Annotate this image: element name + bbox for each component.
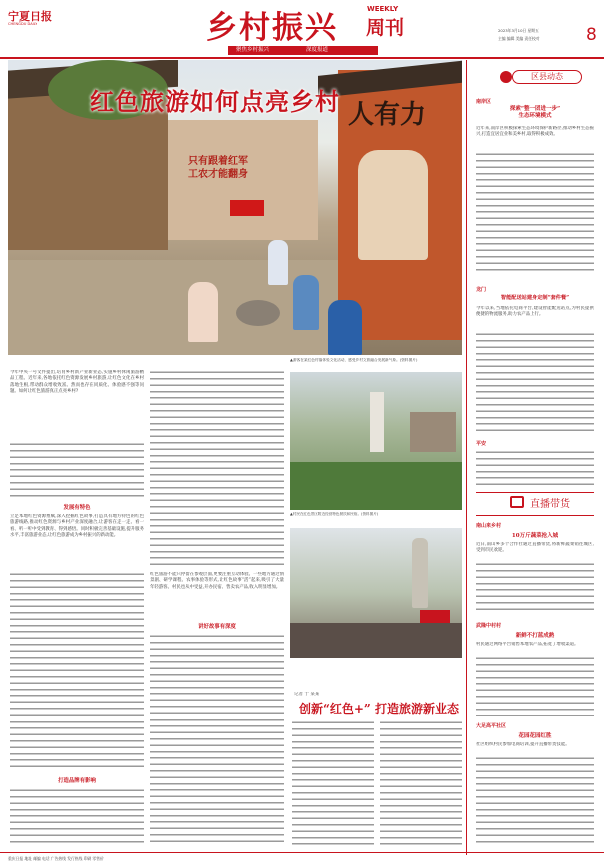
col2-body-a — [150, 370, 284, 570]
statue — [412, 538, 428, 608]
tab-1: 聚焦乡村振兴 — [236, 47, 270, 53]
monument — [370, 392, 384, 452]
live-text-1: 近日,南山乡多个合作社通过直播带货,将新鲜蔬菜销往城区,受到市民欢迎。 — [476, 542, 594, 554]
live-title-1: 10万斤蔬菜抢入城 — [511, 533, 559, 539]
sidebar-body-2 — [476, 332, 594, 432]
lower-body-1 — [292, 720, 374, 846]
col1-subhead-3: 打造品牌有影响 — [58, 778, 96, 784]
live-body-2 — [476, 656, 594, 716]
red-banner — [420, 610, 450, 624]
weekly-label: WEEKLY — [367, 5, 399, 13]
photo-monument-caption: ▲村民在红色景区附近经营特色餐饮和民宿。(资料图片) — [290, 512, 379, 516]
col2-subhead-2: 讲好故事有深度 — [198, 624, 236, 630]
sidebar-place-2: 龙门 — [476, 287, 487, 293]
mural-text: 人有力 — [348, 100, 427, 130]
pavilion — [410, 412, 456, 452]
col1-subhead-1: 发展有特色 — [63, 505, 91, 511]
sidebar-body-3 — [476, 450, 594, 486]
millstone — [236, 300, 280, 326]
newspaper-logo: 宁夏日报 — [8, 10, 52, 23]
footer-rule — [0, 852, 604, 853]
visitor-4 — [268, 240, 288, 285]
live-place-3: 大足高平社区 — [476, 723, 507, 729]
photo-caption: ▲游客在某红色村落体验文化活动，感受乡村文旅融合发展新气象。(资料图片) — [290, 358, 418, 362]
visitor-1 — [188, 282, 218, 342]
col1-body-a — [10, 442, 144, 498]
page-title: 乡村振兴 — [206, 10, 338, 46]
main-headline: 红色旅游如何点亮乡村 — [90, 87, 340, 116]
visitor-2 — [293, 275, 319, 330]
page-number: 8 — [586, 25, 597, 45]
col2-text: 红色旅游不能只停留在参观层面,更要注重互动体验。一些地方通过情景剧、研学课程、农事体验等形式,让红色故事“活”起来,吸引了大量年轻游客。村民也从中受益,开办民宿、售卖农产品,收入明显增加。 — [150, 572, 284, 590]
live-title-2: 新鲜不打蓝成熟 — [515, 633, 555, 639]
live-place-2: 武隆中村村 — [476, 623, 502, 629]
live-text-3: 社区组织村民参加电商培训,提升直播带货技能。 — [476, 742, 570, 747]
wall-slogan: 只有跟着红军 工农才能翻身 — [188, 156, 248, 180]
sidebar-title-1: 探索“整一团进一步” 生态环境模式 — [509, 106, 561, 119]
live-title-3: 花园花园红胜 — [518, 733, 552, 739]
col2-body-b — [150, 634, 284, 844]
crowd — [290, 623, 462, 658]
col1-text: 立足本地红色资源禀赋,深入挖掘红色故事,打造具有地方特色的红色旅游线路,推动红色资源与乡村产业深度融合,让游客在走一走、看一看、听一听中受到教育、得到感悟。同时积极完善基础设施,提升服务水平,丰富旅游业态,让红色旅游成为乡村振兴的新动能。 — [10, 514, 144, 539]
photo-statue — [290, 528, 462, 658]
mural-figure — [358, 150, 428, 260]
masthead-rule — [0, 57, 604, 59]
live-label: 直播带货 — [530, 499, 570, 510]
location-pin-icon — [500, 71, 512, 83]
photo-monument — [290, 372, 462, 510]
red-flag — [230, 200, 264, 216]
lower-body-2 — [380, 720, 462, 846]
tab-2: 深度报道 — [306, 47, 329, 53]
editor-credits: 主编 编辑 美编 责任校对 — [498, 36, 540, 41]
newspaper-logo-en: CHENGDU DAILY — [8, 22, 38, 26]
live-body-3 — [476, 756, 594, 846]
live-text-2: 村民通过网络平台销售本地农产品,拓宽了增收渠道。 — [476, 642, 579, 647]
lawn — [290, 462, 462, 510]
sidebar-body-1 — [476, 152, 594, 272]
weekly-title: 周刊 — [366, 17, 405, 39]
issue-date: 2023年3月10日 星期五 — [498, 28, 539, 33]
sidebar-place-1: 南岸区 — [476, 99, 492, 105]
lower-headline: 创新“红色+” 打造旅游新业态 — [298, 702, 460, 716]
sidebar-title-2: 智能配送站建身定制“套件餐” — [500, 295, 570, 301]
intro-paragraph: 今年中央一号文件提出,培育乡村新产业新业态,实施乡村休闲旅游精品工程。近年来,各地依托红色资源发展乡村旅游,让红色文化在乡村落地生根,带动群众增收致富。然而也存在同质化、体验感不强等问题。如何让红色旅游真正点亮乡村? — [10, 370, 144, 395]
live-place-1: 南山来乡村 — [476, 523, 502, 529]
sidebar-text-2a: 今年以来,当地依托电商平台,建设智能配送站点,为村民提供便捷的物流服务,助力农产品上行。 — [476, 306, 594, 318]
region-news-label: 区县动态 — [512, 70, 582, 84]
sidebar-divider — [466, 60, 467, 855]
col1-body-c — [10, 788, 144, 844]
main-photo — [8, 60, 462, 355]
tv-icon — [510, 496, 524, 508]
ground — [8, 260, 338, 355]
col1-body-b — [10, 572, 144, 772]
sidebar-text-1a: 近年来,南岸区积极探索生态环境保护新路径,推动乡村生态振兴,打造宜居宜业和美乡村,取得积极成效。 — [476, 126, 594, 138]
live-body-1 — [476, 562, 594, 614]
footer-info: 重庆日报 地址 邮编 电话 广告热线 发行热线 印刷 零售价 — [8, 856, 104, 861]
visitor-3 — [328, 300, 362, 355]
masthead — [0, 0, 604, 53]
lower-byline: 记者 于 某某 — [294, 692, 320, 697]
sidebar-place-3: 平安 — [476, 441, 487, 447]
